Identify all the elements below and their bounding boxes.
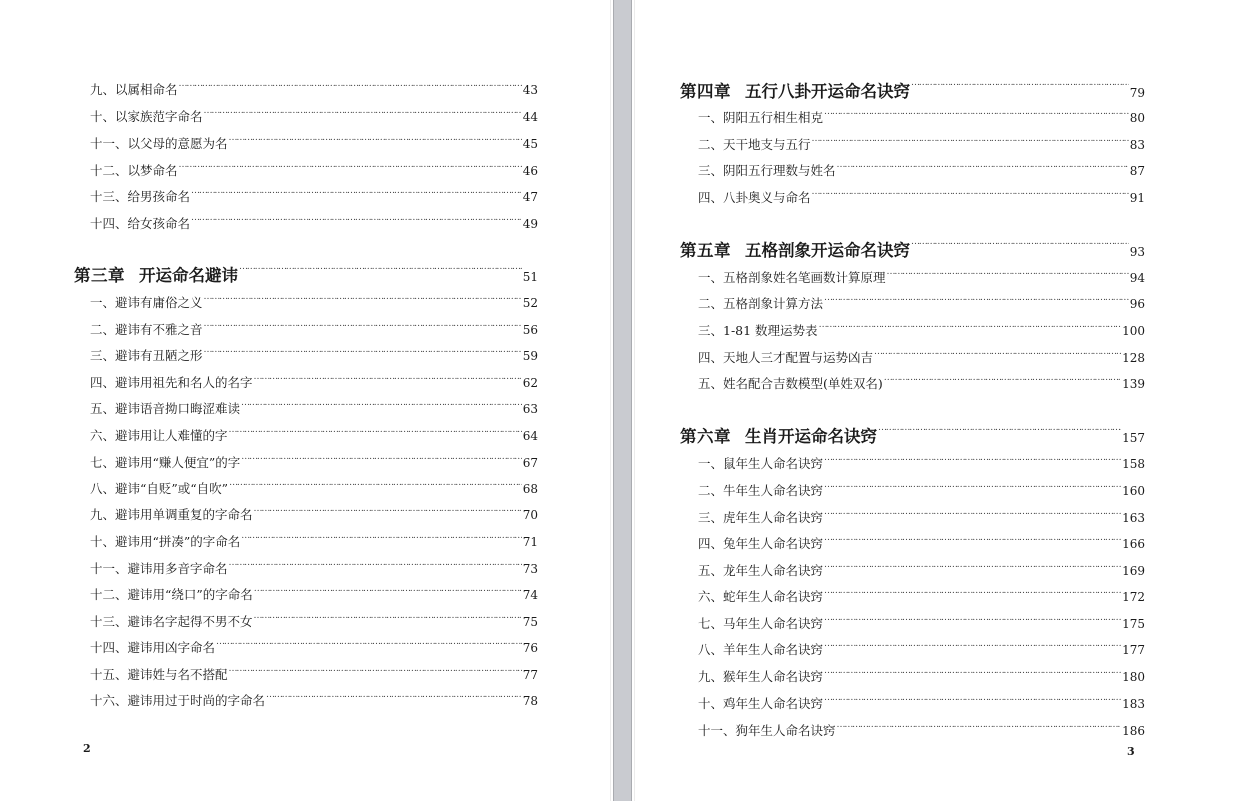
dot-leader: [824, 290, 1129, 308]
dot-leader: [824, 610, 1121, 628]
dot-leader: [824, 450, 1121, 468]
toc-entry[interactable]: 二、天干地支与五行 …………………………………………………………………………………………………………………………………………………………………………………………………………………… 83: [698, 131, 1145, 149]
dot-leader: [229, 130, 522, 148]
toc-entry[interactable]: 八、羊年生人命名诀窍 …………………………………………………………………………………………………………………………………………………………………………………………………………………… 177: [698, 636, 1145, 654]
toc-entry[interactable]: 九、猴年生人命名诀窍 …………………………………………………………………………………………………………………………………………………………………………………………………………………… 180: [698, 663, 1145, 681]
toc-entry[interactable]: 十、以家族范字命名 …………………………………………………………………………………………………………………………………………………………………………………………………………………… 44: [90, 103, 538, 121]
toc-entry[interactable]: 五、姓名配合吉数模型(单姓双名) …………………………………………………………………………………………………………………………………………………………………………………………………………………… 139: [698, 370, 1145, 388]
toc-entry[interactable]: 十四、避讳用凶字命名 …………………………………………………………………………………………………………………………………………………………………………………………………………………… 76: [90, 634, 538, 652]
dot-leader: [204, 289, 522, 307]
chapter-page: 157: [1122, 431, 1145, 445]
toc-entry[interactable]: 一、避讳有庸俗之义 …………………………………………………………………………………………………………………………………………………………………………………………………………………… 52: [90, 289, 538, 307]
toc-entry[interactable]: 十二、以梦命名 …………………………………………………………………………………………………………………………………………………………………………………………………………………… 46: [90, 157, 538, 175]
toc-entry[interactable]: 十三、避讳名字起得不男不女 …………………………………………………………………………………………………………………………………………………………………………………………………………………… 75: [90, 608, 538, 626]
dot-leader: [254, 501, 522, 519]
toc-entry[interactable]: 三、避讳有丑陋之形 …………………………………………………………………………………………………………………………………………………………………………………………………………………… 59: [90, 342, 538, 360]
dot-leader: [824, 557, 1121, 575]
dot-leader: [837, 157, 1129, 175]
dot-leader: [204, 103, 522, 121]
dot-leader: [812, 184, 1129, 202]
dot-leader: [824, 583, 1121, 601]
toc-entry[interactable]: 二、避讳有不雅之音 …………………………………………………………………………………………………………………………………………………………………………………………………………………… 56: [90, 316, 538, 334]
dot-leader: [878, 420, 1121, 442]
page-gutter: [613, 0, 632, 801]
dot-leader: [229, 555, 522, 573]
toc-entry[interactable]: 一、阴阳五行相生相克 …………………………………………………………………………………………………………………………………………………………………………………………………………………… 80: [698, 104, 1145, 122]
toc-entry[interactable]: 十一、避讳用多音字命名 …………………………………………………………………………………………………………………………………………………………………………………………………………………… 73: [90, 555, 538, 573]
chapter-heading[interactable]: [680, 420, 1145, 446]
toc-entry[interactable]: 七、马年生人命名诀窍 …………………………………………………………………………………………………………………………………………………………………………………………………………………… 175: [698, 610, 1145, 628]
dot-leader: [266, 687, 522, 705]
dot-leader: [229, 422, 522, 440]
dot-leader: [911, 234, 1129, 256]
toc-entry[interactable]: 二、五格剖象计算方法 …………………………………………………………………………………………………………………………………………………………………………………………………………………… 96: [698, 290, 1145, 308]
dot-leader: [824, 104, 1129, 122]
dot-leader: [239, 259, 522, 281]
toc-entry[interactable]: 一、鼠年生人命名诀窍 …………………………………………………………………………………………………………………………………………………………………………………………………………………… 158: [698, 450, 1145, 468]
toc-entry[interactable]: 十一、狗年生人命名诀窍 …………………………………………………………………………………………………………………………………………………………………………………………………………………… 186: [698, 717, 1145, 735]
dot-leader: [911, 75, 1129, 97]
chapter-title: 生肖开运命名诀窍: [745, 427, 877, 446]
dot-leader: [229, 475, 522, 493]
page-edge: [634, 0, 635, 801]
chapter-number: 第五章: [680, 241, 731, 260]
dot-leader: [191, 183, 522, 201]
dot-leader: [812, 131, 1129, 149]
dot-leader: [824, 663, 1121, 681]
dot-leader: [241, 528, 521, 546]
toc-entry[interactable]: 九、以属相命名 …………………………………………………………………………………………………………………………………………………………………………………………………………………… 43: [90, 76, 538, 94]
dot-leader: [837, 717, 1122, 735]
chapter-heading[interactable]: [680, 75, 1145, 101]
dot-leader: [824, 477, 1121, 495]
dot-leader: [204, 316, 522, 334]
dot-leader: [254, 581, 522, 599]
chapter-title: 五行八卦开运命名诀窍: [745, 82, 910, 101]
toc-entry[interactable]: 四、兔年生人命名诀窍 …………………………………………………………………………………………………………………………………………………………………………………………………………………… 166: [698, 530, 1145, 548]
dot-leader: [824, 636, 1121, 654]
dot-leader: [887, 264, 1129, 282]
toc-entry[interactable]: 十二、避讳用“绕口”的字命名 …………………………………………………………………………………………………………………………………………………………………………………………………………………… 74: [90, 581, 538, 599]
toc-entry[interactable]: 四、八卦奥义与命名 …………………………………………………………………………………………………………………………………………………………………………………………………………………… 91: [698, 184, 1145, 202]
toc-entry[interactable]: 四、避讳用祖先和名人的名字 …………………………………………………………………………………………………………………………………………………………………………………………………………………… 62: [90, 369, 538, 387]
left-page: [0, 0, 613, 801]
chapter-heading[interactable]: [74, 259, 538, 285]
chapter-number: 第四章: [680, 82, 731, 101]
dot-leader: [874, 344, 1121, 362]
toc-entry[interactable]: 八、避讳“自贬”或“自吹” …………………………………………………………………………………………………………………………………………………………………………………………………………………… 68: [90, 475, 538, 493]
toc-entry[interactable]: 二、牛年生人命名诀窍 …………………………………………………………………………………………………………………………………………………………………………………………………………………… 160: [698, 477, 1145, 495]
toc-entry[interactable]: 五、龙年生人命名诀窍 …………………………………………………………………………………………………………………………………………………………………………………………………………………… 169: [698, 557, 1145, 575]
toc-entry[interactable]: 三、阴阳五行理数与姓名 …………………………………………………………………………………………………………………………………………………………………………………………………………………… 87: [698, 157, 1145, 175]
chapter-page: 51: [522, 270, 538, 284]
dot-leader: [204, 342, 522, 360]
dot-leader: [216, 634, 522, 652]
chapter-page: 93: [1129, 245, 1145, 259]
toc-entry[interactable]: 十五、避讳姓与名不搭配 …………………………………………………………………………………………………………………………………………………………………………………………………………………… 77: [90, 661, 538, 679]
dot-leader: [254, 608, 522, 626]
page-edge: [610, 0, 611, 801]
toc-entry[interactable]: 六、蛇年生人命名诀窍 …………………………………………………………………………………………………………………………………………………………………………………………………………………… 172: [698, 583, 1145, 601]
toc-entry[interactable]: 六、避讳用让人难懂的字 …………………………………………………………………………………………………………………………………………………………………………………………………………………… 64: [90, 422, 538, 440]
dot-leader: [819, 317, 1122, 335]
dot-leader: [229, 661, 522, 679]
toc-entry[interactable]: 三、1-81 数理运势表 …………………………………………………………………………………………………………………………………………………………………………………………………………………… 100: [698, 317, 1145, 335]
chapter-heading[interactable]: [680, 234, 1145, 260]
toc-entry[interactable]: 十一、以父母的意愿为名 …………………………………………………………………………………………………………………………………………………………………………………………………………………… 45: [90, 130, 538, 148]
chapter-title: 五格剖象开运命名诀窍: [745, 241, 910, 260]
dot-leader: [254, 369, 522, 387]
toc-entry[interactable]: 十、避讳用“拼凑”的字命名 …………………………………………………………………………………………………………………………………………………………………………………………………………………… 71: [90, 528, 538, 546]
dot-leader: [884, 370, 1121, 388]
dot-leader: [824, 504, 1121, 522]
dot-leader: [824, 690, 1121, 708]
dot-leader: [824, 530, 1121, 548]
dot-leader: [241, 449, 521, 467]
page-number: 3: [1127, 745, 1135, 758]
dot-leader: [179, 76, 522, 94]
toc-entry[interactable]: 四、天地人三才配置与运势凶吉 …………………………………………………………………………………………………………………………………………………………………………………………………………………… 128: [698, 344, 1145, 362]
dot-leader: [191, 210, 522, 228]
dot-leader: [179, 157, 522, 175]
toc-entry[interactable]: 五、避讳语音拗口晦涩难读 …………………………………………………………………………………………………………………………………………………………………………………………………………………… 63: [90, 395, 538, 413]
dot-leader: [241, 395, 522, 413]
toc-entry[interactable]: 十三、给男孩命名 …………………………………………………………………………………………………………………………………………………………………………………………………………………… 47: [90, 183, 538, 201]
toc-entry[interactable]: 七、避讳用“赚人便宜”的字 …………………………………………………………………………………………………………………………………………………………………………………………………………………… 67: [90, 449, 538, 467]
chapter-number: 第六章: [680, 427, 731, 446]
toc-entry[interactable]: 一、五格剖象姓名笔画数计算原理 …………………………………………………………………………………………………………………………………………………………………………………………………………………… 94: [698, 264, 1145, 282]
toc-entry[interactable]: 十四、给女孩命名 …………………………………………………………………………………………………………………………………………………………………………………………………………………… 49: [90, 210, 538, 228]
toc-entry[interactable]: 十、鸡年生人命名诀窍 …………………………………………………………………………………………………………………………………………………………………………………………………………………… 183: [698, 690, 1145, 708]
chapter-title: 开运命名避讳: [139, 266, 238, 285]
chapter-number: 第三章: [74, 266, 125, 285]
chapter-page: 79: [1129, 86, 1145, 100]
toc-entry[interactable]: 三、虎年生人命名诀窍 …………………………………………………………………………………………………………………………………………………………………………………………………………………… 163: [698, 504, 1145, 522]
right-page: [632, 0, 1245, 801]
page-number: 2: [83, 742, 91, 755]
toc-entry[interactable]: 十六、避讳用过于时尚的字命名 …………………………………………………………………………………………………………………………………………………………………………………………………………………… 78: [90, 687, 538, 705]
toc-entry[interactable]: 九、避讳用单调重复的字命名 …………………………………………………………………………………………………………………………………………………………………………………………………………………… 70: [90, 501, 538, 519]
